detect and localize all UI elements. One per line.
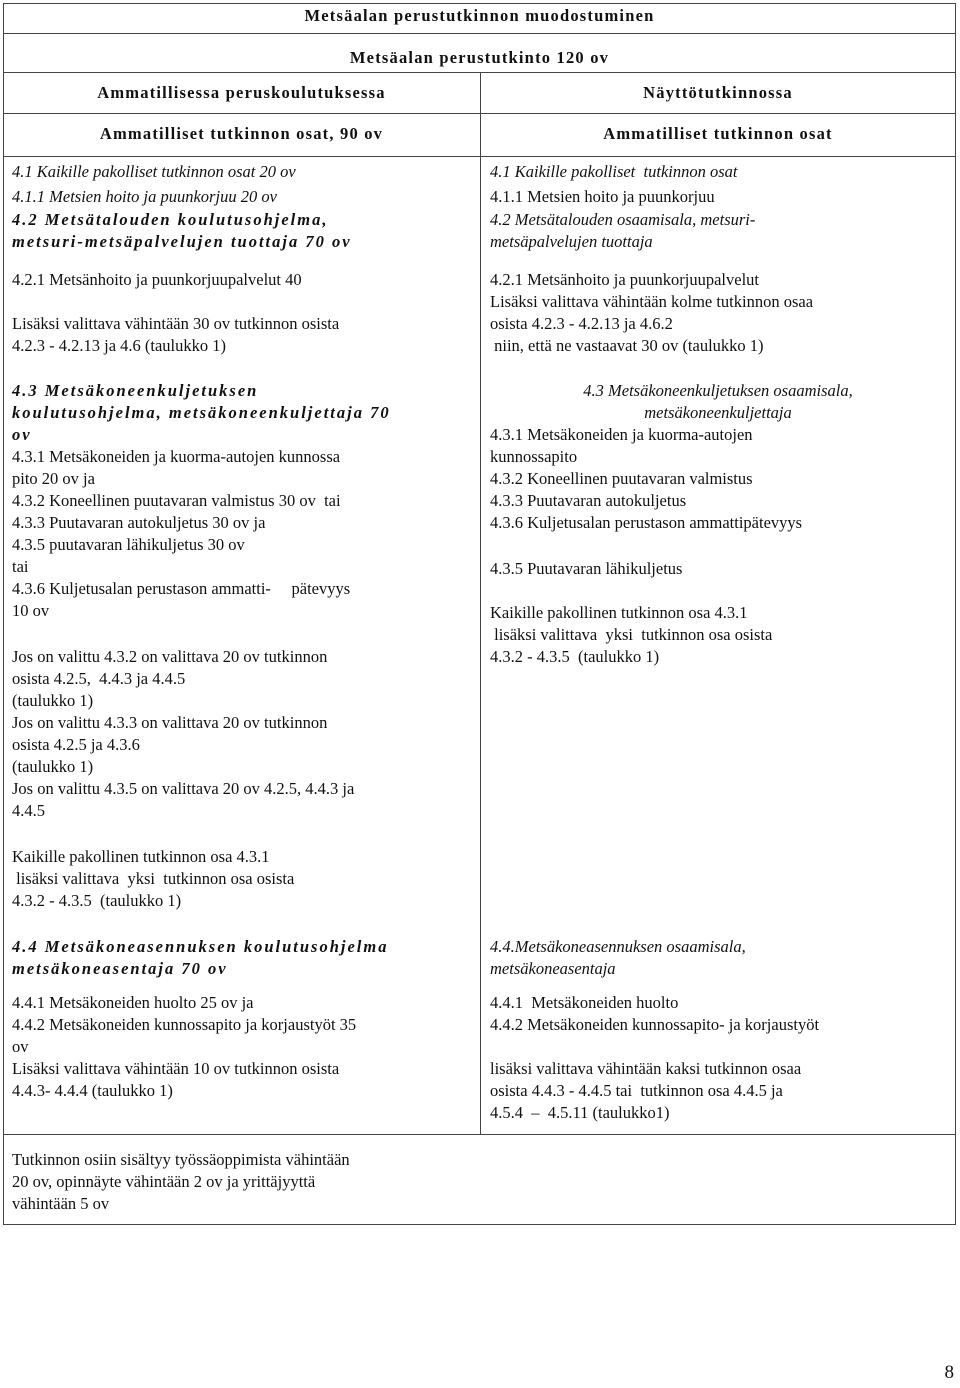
divider: [3, 33, 956, 34]
divider: [3, 1134, 956, 1135]
text-line: 4.3.5 puutavaran lähikuljetus 30 ov: [12, 535, 245, 554]
text-line: Lisäksi valittava vähintään 30 ov tutkinnon osista: [12, 314, 340, 333]
text-line: 4.3.6 Kuljetusalan perustason ammatti- pätevyys: [12, 579, 351, 598]
document-title: Metsäalan perustutkinnon muodostuminen: [304, 6, 655, 25]
text-line: Tutkinnon osiin sisältyy työssäoppimista vähintään: [12, 1150, 350, 1169]
program-4-3-heading: ov: [12, 425, 32, 444]
text-line: 4.3.2 - 4.3.5 (taulukko 1): [12, 891, 182, 910]
left-column-heading: Ammatillisessa peruskoulutuksessa: [97, 83, 386, 102]
competence-4-2-heading: 4.2 Metsätalouden osaamisala, metsuri-: [490, 210, 756, 229]
text-line: 4.2.3 - 4.2.13 ja 4.6 (taulukko 1): [12, 336, 227, 355]
text-line: 4.3.2 Koneellinen puutavaran valmistus: [490, 469, 753, 488]
text-line: 4.3.2 Koneellinen puutavaran valmistus 30 ov tai: [12, 491, 341, 510]
text-line: osista 4.2.5, 4.4.3 ja 4.4.5: [12, 669, 186, 688]
document-subtitle: Metsäalan perustutkinto 120 ov: [349, 48, 610, 67]
section-4-1-right: 4.1 Kaikille pakolliset tutkinnon osat: [490, 162, 738, 181]
text-line: 4.2.1 Metsänhoito ja puunkorjuupalvelut: [490, 270, 760, 289]
text-line: 4.4.3- 4.4.4 (taulukko 1): [12, 1081, 173, 1100]
text-line: niin, että ne vastaavat 30 ov (taulukko 1): [490, 336, 764, 355]
text-line: kunnossapito: [490, 447, 578, 466]
text-line: lisäksi valittava vähintään kaksi tutkinnon osaa: [490, 1059, 802, 1078]
competence-4-3-heading: 4.3 Metsäkoneenkuljetuksen osaamisala,: [583, 381, 853, 400]
text-line: 4.3.3 Puutavaran autokuljetus: [490, 491, 687, 510]
text-line: 4.3.6 Kuljetusalan perustason ammattipätevyys: [490, 513, 803, 532]
text-line: Jos on valittu 4.3.5 on valittava 20 ov 4.2.5, 4.4.3 ja: [12, 779, 355, 798]
competence-4-4-heading: 4.4.Metsäkoneasennuksen osaamisala,: [490, 937, 746, 956]
section-4-1-1-right: 4.1.1 Metsien hoito ja puunkorjuu: [490, 187, 715, 206]
text-line: Jos on valittu 4.3.2 on valittava 20 ov tutkinnon: [12, 647, 328, 666]
text-line: Lisäksi valittava vähintään kolme tutkinnon osaa: [490, 292, 814, 311]
section-4-1-left: 4.1 Kaikille pakolliset tutkinnon osat 20 ov: [12, 162, 296, 181]
program-4-3-heading: 4.3 Metsäkoneenkuljetuksen: [12, 381, 259, 400]
text-line: 4.4.2 Metsäkoneiden kunnossapito ja korjaustyöt 35: [12, 1015, 357, 1034]
text-line: 4.3.5 Puutavaran lähikuljetus: [490, 559, 683, 578]
text-line: osista 4.2.3 - 4.2.13 ja 4.6.2: [490, 314, 673, 333]
program-4-3-heading: koulutusohjelma, metsäkoneenkuljettaja 70: [12, 403, 391, 422]
text-line: vähintään 5 ov: [12, 1194, 110, 1213]
program-4-2-heading: 4.2 Metsätalouden koulutusohjelma,: [12, 210, 329, 229]
text-line: 4.4.1 Metsäkoneiden huolto: [490, 993, 679, 1012]
text-line: osista 4.4.3 - 4.4.5 tai tutkinnon osa 4.4.5 ja: [490, 1081, 783, 1100]
text-line: 4.4.1 Metsäkoneiden huolto 25 ov ja: [12, 993, 254, 1012]
text-line: pito 20 ov ja: [12, 469, 95, 488]
text-line: 4.5.4 – 4.5.11 (taulukko1): [490, 1103, 670, 1122]
text-line: 4.3.1 Metsäkoneiden ja kuorma-autojen kunnossa: [12, 447, 341, 466]
competence-4-2-heading: metsäpalvelujen tuottaja: [490, 232, 653, 251]
text-line: Jos on valittu 4.3.3 on valittava 20 ov tutkinnon: [12, 713, 328, 732]
left-column-subheading: Ammatilliset tutkinnon osat, 90 ov: [99, 124, 384, 143]
text-line: 4.2.1 Metsänhoito ja puunkorjuupalvelut 40: [12, 270, 302, 289]
text-line: 4.3.3 Puutavaran autokuljetus 30 ov ja: [12, 513, 266, 532]
text-line: 4.4.2 Metsäkoneiden kunnossapito- ja korjaustyöt: [490, 1015, 820, 1034]
text-line: 20 ov, opinnäyte vähintään 2 ov ja yrittäjyyttä: [12, 1172, 316, 1191]
text-line: ov: [12, 1037, 29, 1056]
text-line: 10 ov: [12, 601, 50, 620]
competence-4-4-heading: metsäkoneasentaja: [490, 959, 616, 978]
program-4-2-heading: metsuri-metsäpalvelujen tuottaja 70 ov: [12, 232, 352, 251]
section-4-1-1-left: 4.1.1 Metsien hoito ja puunkorjuu 20 ov: [12, 187, 277, 206]
text-line: (taulukko 1): [12, 691, 94, 710]
text-line: 4.3.1 Metsäkoneiden ja kuorma-autojen: [490, 425, 753, 444]
text-line: tai: [12, 557, 29, 576]
page-number: 8: [944, 1362, 954, 1383]
right-column-subheading: Ammatilliset tutkinnon osat: [603, 124, 833, 143]
competence-4-3-heading: metsäkoneenkuljettaja: [644, 403, 792, 422]
program-4-4-heading: 4.4 Metsäkoneasennuksen koulutusohjelma: [12, 937, 389, 956]
column-divider: [480, 72, 481, 1134]
program-4-4-heading: metsäkoneasentaja 70 ov: [12, 959, 228, 978]
text-line: lisäksi valittava yksi tutkinnon osa osista: [12, 869, 295, 888]
text-line: 4.3.2 - 4.3.5 (taulukko 1): [490, 647, 660, 666]
text-line: lisäksi valittava yksi tutkinnon osa osista: [490, 625, 773, 644]
text-line: 4.4.5: [12, 801, 45, 820]
text-line: (taulukko 1): [12, 757, 94, 776]
text-line: Kaikille pakollinen tutkinnon osa 4.3.1: [490, 603, 748, 622]
text-line: osista 4.2.5 ja 4.3.6: [12, 735, 140, 754]
right-column-heading: Näyttötutkinnossa: [643, 83, 793, 102]
text-line: Lisäksi valittava vähintään 10 ov tutkinnon osista: [12, 1059, 340, 1078]
text-line: Kaikille pakollinen tutkinnon osa 4.3.1: [12, 847, 270, 866]
